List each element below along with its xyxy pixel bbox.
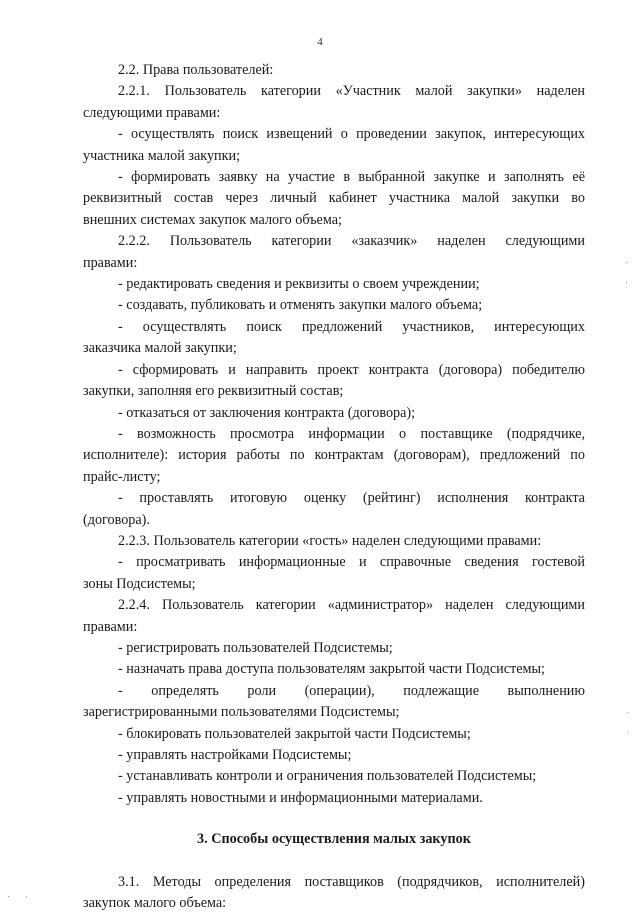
list-item: - осуществлять поиск извещений о проведении закупок, интересующих: [118, 126, 585, 143]
paragraph-line: зарегистрированными пользователями Подсистемы;: [83, 704, 400, 721]
list-item: - устанавливать контроли и ограничения пользователей Подсистемы;: [118, 768, 537, 785]
list-item: - блокировать пользователей закрытой части Подсистемы;: [118, 725, 471, 742]
list-item: - определять роли (операции), подлежащие выполнению: [118, 682, 585, 699]
scan-speck: [626, 262, 627, 263]
paragraph-line: закупки, заполняя его реквизитный состав;: [83, 383, 344, 400]
paragraph-line: прайс-листу;: [83, 468, 161, 485]
paragraph-line: заказчика малой закупки;: [83, 340, 237, 357]
list-item: - создавать, публиковать и отменять закупки малого объема;: [118, 297, 483, 314]
list-item: - управлять новостными и информационными материалами.: [118, 789, 483, 806]
paragraph-line: участника малой закупки;: [83, 147, 241, 164]
paragraph-line: закупок малого объема:: [83, 895, 227, 912]
list-item: - отказаться от заключения контракта (договора);: [118, 404, 416, 421]
list-item: - возможность просмотра информации о поставщике (подрядчике,: [118, 425, 585, 442]
list-item: - регистрировать пользователей Подсистемы;: [118, 639, 393, 656]
paragraph-2-2: 2.2. Права пользователей:: [118, 62, 274, 78]
list-item: - управлять настройками Подсистемы;: [118, 747, 352, 763]
paragraph-line: внешних системах закупок малого объема;: [83, 211, 342, 228]
list-item: - осуществлять поиск предложений участников, интересующих: [118, 318, 585, 335]
scan-speck: [627, 712, 628, 713]
list-item: - редактировать сведения и реквизиты о своем учреждении;: [118, 276, 480, 293]
list-item: - просматривать информационные и справочные сведения гостевой: [118, 554, 585, 571]
scan-speck: [26, 896, 27, 897]
list-item: - назначать права доступа пользователям закрытой части Подсистемы;: [118, 661, 545, 678]
list-item: - формировать заявку на участие в выбранной закупке и заполнять её: [118, 169, 585, 186]
paragraph-2-2-3: 2.2.3. Пользователь категории «гость» наделен следующими правами:: [118, 532, 542, 549]
paragraph-3-1: 3.1. Методы определения поставщиков (подрядчиков, исполнителей): [118, 873, 585, 890]
list-item: - сформировать и направить проект контракта (договора) победителю: [118, 361, 585, 378]
page-number: 4: [317, 36, 323, 48]
scan-speck: [626, 282, 627, 283]
paragraph-line: следующими правами:: [83, 104, 221, 121]
scan-speck: [8, 896, 9, 897]
paragraph-line: правами:: [83, 618, 138, 635]
paragraph-line: реквизитный состав через личный кабинет участника малой закупки во: [83, 190, 585, 207]
paragraph-2-2-4: 2.2.4. Пользователь категории «администратор» наделен следующими: [118, 597, 585, 614]
section-heading: 3. Способы осуществления малых закупок: [197, 831, 471, 848]
paragraph-2-2-2: 2.2.2. Пользователь категории «заказчик» наделен следующими: [118, 233, 585, 250]
paragraph-line: исполнителе): история работы по контрактам (договорам), предложений по: [83, 447, 585, 464]
paragraph-line: (договора).: [83, 511, 150, 528]
document-body: [83, 60, 585, 914]
paragraph-line: правами:: [83, 254, 138, 271]
paragraph-2-2-1: 2.2.1. Пользователь категории «Участник малой закупки» наделен: [118, 83, 585, 100]
scan-speck: [627, 732, 628, 733]
paragraph-line: зоны Подсистемы;: [83, 575, 196, 592]
list-item: - проставлять итоговую оценку (рейтинг) исполнения контракта: [118, 490, 585, 507]
